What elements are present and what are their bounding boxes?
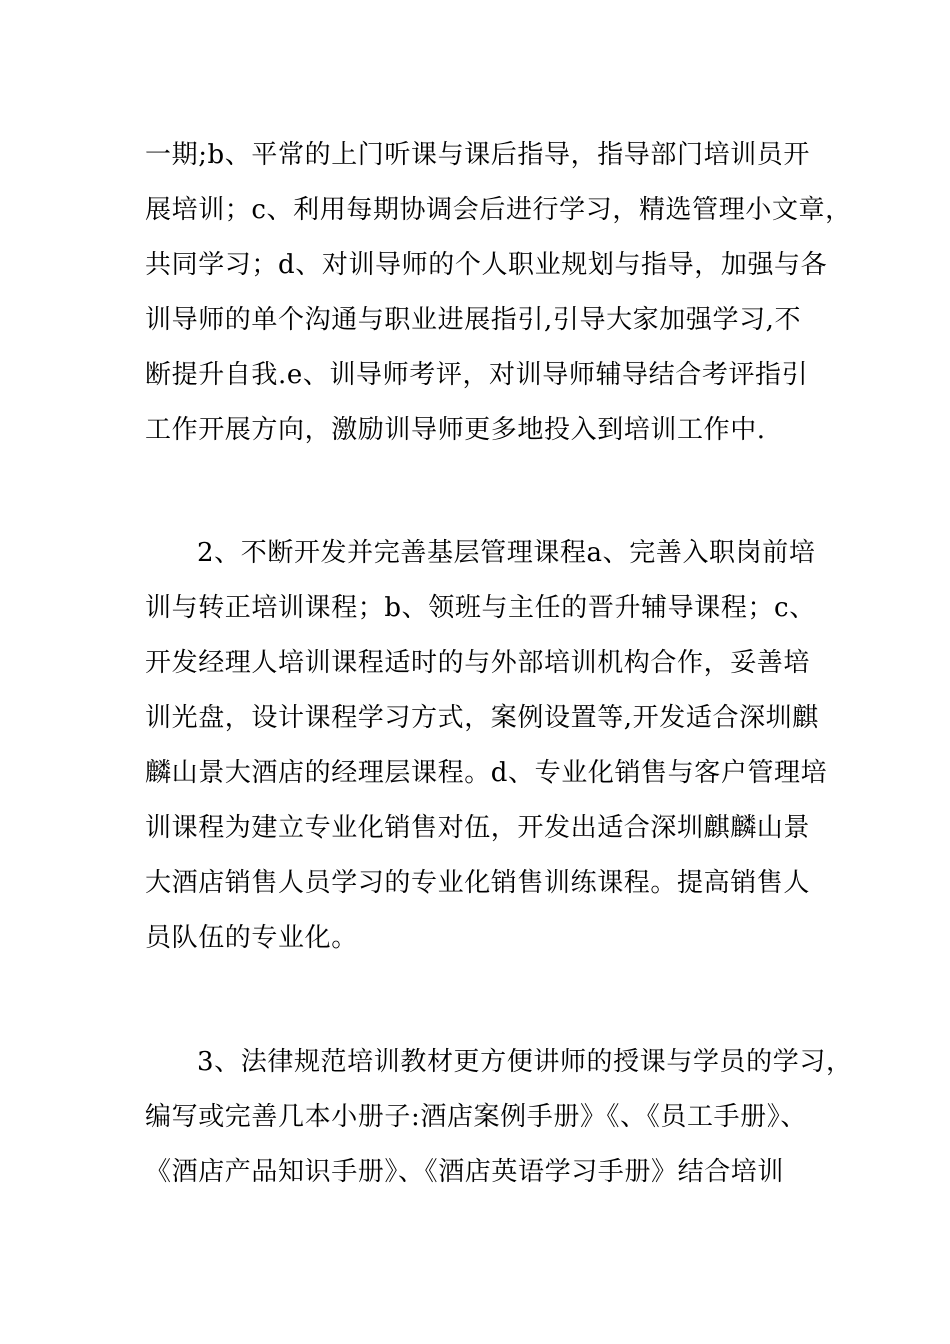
text-line: 3、法律规范培训教材更方便讲师的授课与学员的学习，: [197, 1047, 853, 1077]
text-line: 2、不断开发并完善基层管理课程a、完善入职岗前培: [197, 538, 816, 568]
text-line: 训导师的单个沟通与职业进展指引,引导大家加强学习,不: [145, 305, 802, 335]
text-line: 编写或完善几本小册子:酒店案例手册》《、《员工手册》、: [145, 1102, 807, 1132]
text-line: 员队伍的专业化。: [145, 923, 358, 953]
text-line: 一期;b、平常的上门听课与课后指导，指导部门培训员开: [145, 140, 811, 170]
text-line: 训课程为建立专业化销售对伍，开发出适合深圳麒麟山景: [145, 813, 811, 843]
text-line: 工作开展方向，激励训导师更多地投入到培训工作中.: [145, 415, 766, 445]
text-line: 训与转正培训课程；b、领班与主任的晋升辅导课程；c、: [145, 593, 816, 623]
text-line: 开发经理人培训课程适时的与外部培训机构合作，妥善培: [145, 648, 811, 678]
text-line: 断提升自我.e、训导师考评，对训导师辅导结合考评指引: [145, 360, 809, 390]
text-line: 共同学习；d、对训导师的个人职业规划与指导，加强与各: [145, 250, 828, 280]
text-line: 训光盘，设计课程学习方式，案例设置等,开发适合深圳麒: [145, 703, 819, 733]
text-line: 麟山景大酒店的经理层课程。d、专业化销售与客户管理培: [145, 758, 828, 788]
text-line: 展培训；c、利用每期协调会后进行学习，精选管理小文章，: [145, 195, 852, 225]
text-line: 大酒店销售人员学习的专业化销售训练课程。提高销售人: [145, 868, 811, 898]
text-line: 《酒店产品知识手册》、《酒店英语学习手册》结合培训: [145, 1157, 785, 1187]
